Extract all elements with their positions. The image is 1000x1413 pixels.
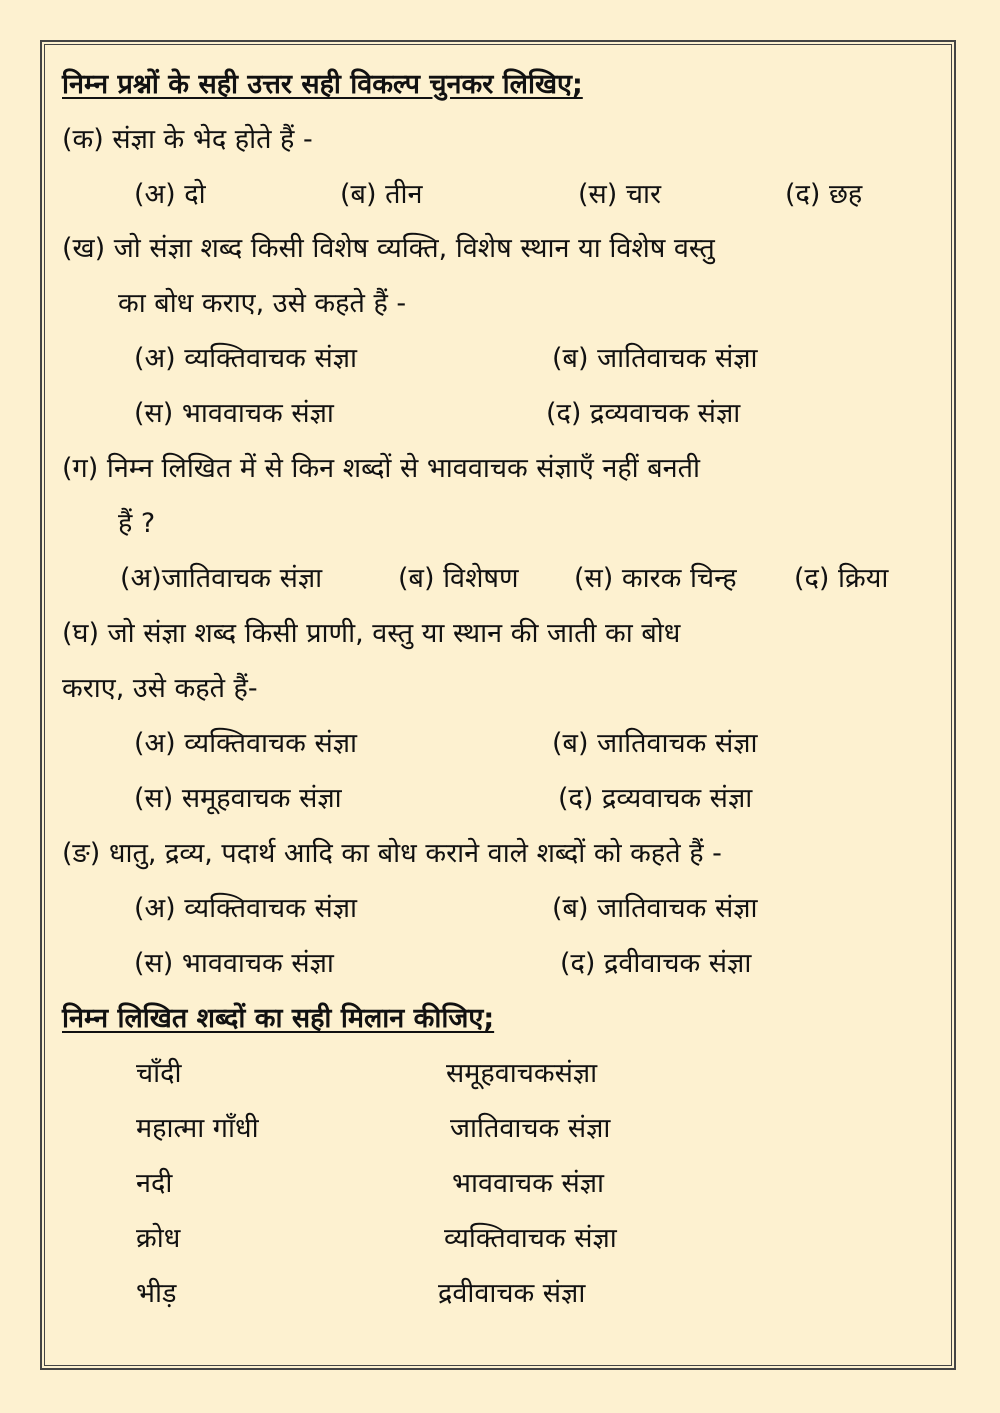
- question-text-continued: कराए, उसे कहते हैं-: [62, 673, 258, 704]
- match-left-item: भीड़: [136, 1278, 177, 1309]
- question-label: (ग): [62, 453, 99, 484]
- option: (ब) जातिवाचक संज्ञा: [552, 343, 758, 374]
- question-ga: [62, 452, 700, 486]
- option: (द) छह: [785, 179, 863, 210]
- option: (द) द्रव्यवाचक संज्ञा: [546, 398, 741, 429]
- option: (द) द्रवीवाचक संज्ञा: [560, 948, 752, 979]
- question-text-continued: हैं ?: [118, 508, 156, 539]
- question-text: संज्ञा के भेद होते हैं -: [112, 124, 313, 155]
- match-right-item: व्यक्तिवाचक संज्ञा: [444, 1223, 617, 1254]
- match-right-item: भाववाचक संज्ञा: [452, 1168, 605, 1199]
- option: (अ) व्यक्तिवाचक संज्ञा: [134, 343, 358, 374]
- question-nga: [62, 837, 722, 871]
- option: (स) भाववाचक संज्ञा: [134, 398, 334, 429]
- option: (ब) जातिवाचक संज्ञा: [552, 893, 758, 924]
- question-kha: [62, 232, 715, 266]
- question-text: जो संज्ञा शब्द किसी विशेष व्यक्ति, विशेष स्थान या विशेष वस्तु: [113, 233, 715, 264]
- question-text-continued: का बोध कराए, उसे कहते हैं -: [118, 288, 407, 319]
- option: (स) कारक चिन्ह: [574, 563, 737, 594]
- mcq-heading: निम्न प्रश्नों के सही उत्तर सही विकल्प चुनकर लिखिए;: [62, 69, 583, 100]
- option: (ब) विशेषण: [398, 563, 519, 594]
- match-left-item: क्रोध: [136, 1223, 181, 1254]
- option: (द) क्रिया: [794, 563, 889, 594]
- question-gha: [62, 617, 680, 651]
- option: (ब) तीन: [340, 179, 423, 210]
- question-label: (ख): [62, 233, 106, 264]
- option: (स) समूहवाचक संज्ञा: [134, 783, 342, 814]
- question-ka: [62, 123, 313, 157]
- option: (स) चार: [578, 179, 662, 210]
- match-left-item: नदी: [136, 1168, 173, 1199]
- option: (अ) व्यक्तिवाचक संज्ञा: [134, 893, 358, 924]
- option: (ब) जातिवाचक संज्ञा: [552, 728, 758, 759]
- option: (अ) व्यक्तिवाचक संज्ञा: [134, 728, 358, 759]
- option: (अ) दो: [134, 179, 206, 210]
- question-text: जो संज्ञा शब्द किसी प्राणी, वस्तु या स्थान की जाती का बोध: [107, 618, 681, 649]
- match-right-item: द्रवीवाचक संज्ञा: [438, 1278, 586, 1309]
- question-label: (ङ): [62, 838, 101, 869]
- match-right-item: जातिवाचक संज्ञा: [450, 1113, 611, 1144]
- matching-heading: निम्न लिखित शब्दों का सही मिलान कीजिए;: [62, 1003, 495, 1034]
- match-left-item: चाँदी: [136, 1058, 182, 1089]
- question-text: धातु, द्रव्य, पदार्थ आदि का बोध कराने वाले शब्दों को कहते हैं -: [108, 838, 722, 869]
- question-text: निम्न लिखित में से किन शब्दों से भाववाचक संज्ञाएँ नहीं बनती: [106, 453, 701, 484]
- question-label: (क): [62, 124, 104, 155]
- match-right-item: समूहवाचकसंज्ञा: [446, 1058, 598, 1089]
- question-label: (घ): [62, 618, 100, 649]
- option: (द) द्रव्यवाचक संज्ञा: [558, 783, 753, 814]
- option: (स) भाववाचक संज्ञा: [134, 948, 334, 979]
- match-left-item: महात्मा गाँधी: [136, 1113, 259, 1144]
- option: (अ)जातिवाचक संज्ञा: [120, 563, 323, 594]
